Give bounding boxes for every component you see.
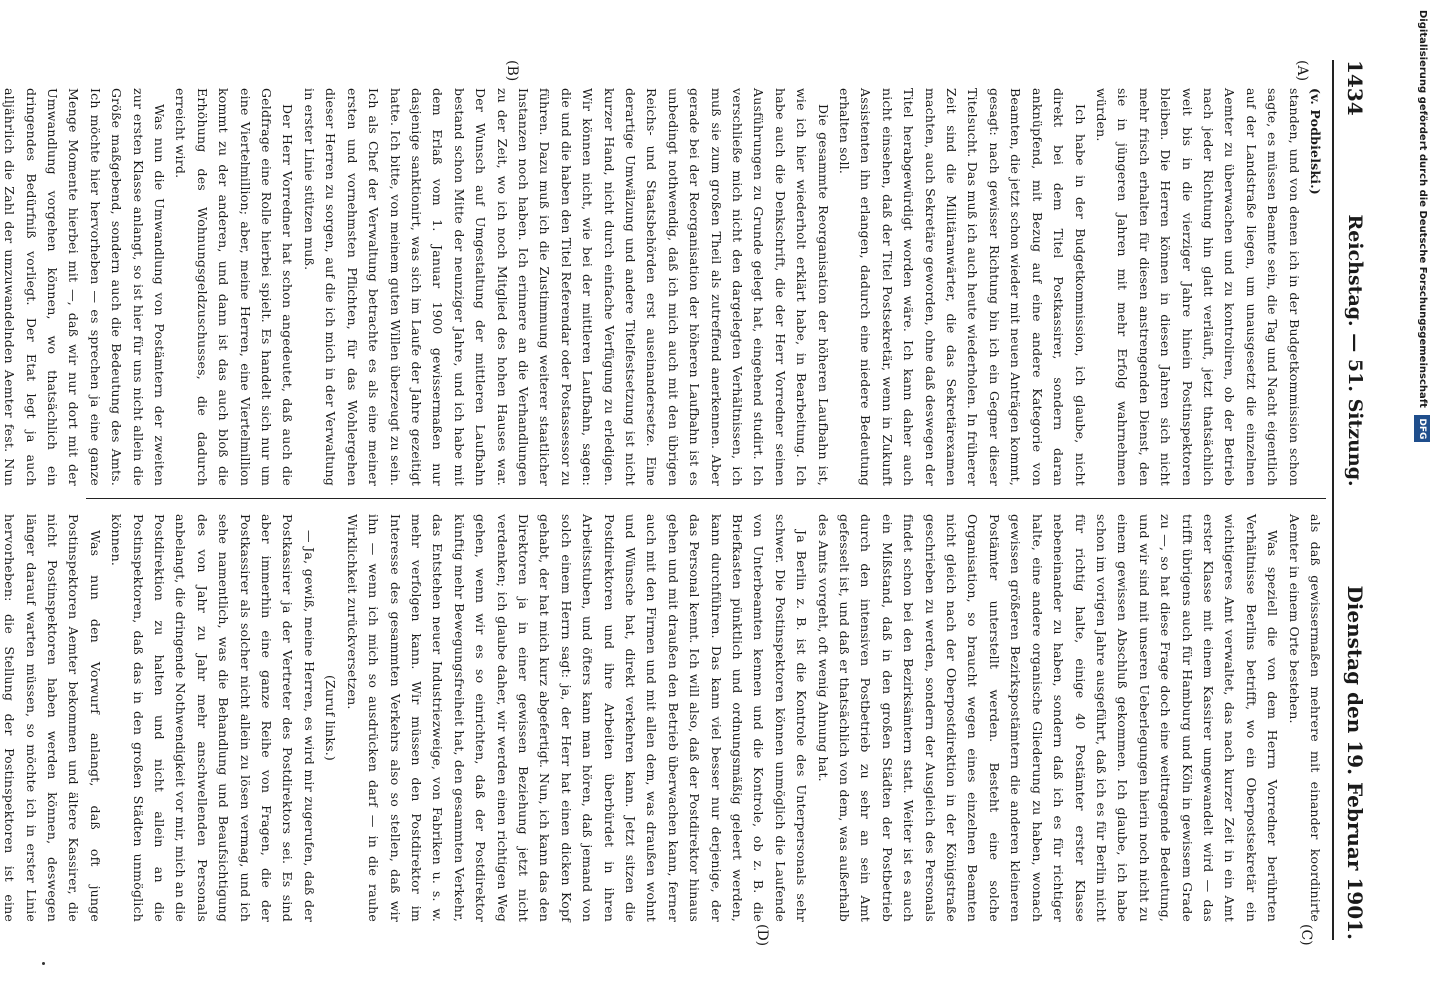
right-column <box>2 514 1326 922</box>
page-number: 1434 <box>1343 60 1367 116</box>
digitization-note <box>1414 10 1430 610</box>
header-rule <box>1332 60 1334 940</box>
paragraph: standen, und von denen ich in der Budgetkommission schon sagte, es müssen Beamte sein, die Tag und Nacht eigentlich auf der Landstraße liegen, um unausgesetzt die einzelnen Aemter zu überwachen und zu kontroliren, ob der Betrieb nach jeder Richtung hin glatt verläuft, jetzt thatsächlich weit bis in die vierziger Jahre hinein Postinspektoren bleiben. Die Herren können in diesen Jahren sich nicht mehr frisch erhalten für diesen anstrengenden Dienst, den sie in jüngeren Jahren mit mehr Erfolg wahrnehmen würden. <box>1093 88 1302 486</box>
paragraph: — Ja, gewiß, meine Herren, es wird mir zugerufen, daß der Postkassirer ja der Vertreter des Postdirektors sei. Es sind aber immerhin eine ganze Reihe von Fragen, die der Postkassirer als solcher nicht allein zu lösen vermag, und ich sehe namentlich, was die Behandlung und Beaufsichtigung des von Jahr zu Jahr mehr anschwellenden Personals anbelangt, die dringende Nothwendigkeit vor mir, mich an die Postdirektion zu halten und nicht allein an die Postinspektoren, daß das in den großen Städten unmöglich können. <box>109 514 317 922</box>
paragraph: Die gesammte Reorganisation der höheren Laufbahn ist, wie ich hier wiederholt erklärt habe, in Bearbeitung. Ich habe auch die Denkschrift, die der Herr Vorredner seinen Ausführungen zu Grunde gelegt hat, eingehend studirt. Ich verschließe mich nicht den dargelegten Verhältnissen, ich muß sie zum großen Theil als zutreffend anerkennen. Aber gerade bei der Reorganisation der höheren Laufbahn ist es unbedingt nothwendig, daß ich mich auch mit den übrigen Reichs- und Staatsbehörden erst auseinandersetze. Eine derartige Umwälzung und andere Titelfestsetzung ist nicht kurzer Hand, nicht durch einfache Verfügung zu erledigen. Wir können nicht, wie bei der mittleren Laufbahn, sagen: die und die haben den Titel Referendar oder Postassessor zu führen. Dazu muß ich die Zustimmung weiterer staatlicher Instanzen noch haben. Ich erinnere an die Verhandlungen zu der Zeit, wo ich noch Mitglied des hohen Hauses war. Der Wunsch auf Umgestaltung der mittleren Laufbahn bestand schon Mitte der neunziger Jahre, und ich habe mit dem Erlaß vom 1. Januar 1900 gewissermaßen nur dasjenige sanktionirt, was sich im Laufe der Jahre gezeitigt hatte. Ich bitte, von meinem guten Willen überzeugt zu sein. Ich als Chef der Verwaltung betrachte es als eine meiner ersten und vornehmsten Pflichten, für das Wohlergehen dieser Herren zu sorgen, auf die ich mich in der Verwaltung in erster Linie stützen muß. <box>301 88 831 486</box>
scan-speck <box>42 962 45 965</box>
rotated-page-content <box>2 60 1370 947</box>
paragraph: Ja Berlin z. B. ist die Kontrole des Unterpersonals sehr schwer. Die Postinspektoren können unmöglich die Laufende von Unterbeamten kennen und die Kontrole, ob z. B. die Briefkasten pünktlich und ordnungsmäßig geleert werden, kann durchführen. Das kann viel besser nur derjenige, der das Personal kennt. Ich will also, daß der Postdirektor hinaus gehen und mit draußen den Betrieb überwachen kann, ferner auch mit den Firmen und mit allen dem, was draußen wohnt und Wünsche hat, direkt verkehren kann. Jetzt sitzen die Postdirektoren und ihre Arbeiten überbürdet in ihren Arbeitsstuben, und öfters kann man hören, daß jemand von solch einem Herrn sagt: ja, der Herr hat einen dicken Kopf gehabt, der hat mich kurz abgefertigt. Nun, ich kann das den Direktoren ja in einer gewissen Beziehung jetzt nicht verdenken; ich glaube daher, wir werden einen richtigen Weg gehen, wenn wir es so einrichten, daß der Postdirektor künftig mehr Bewegungsfreiheit hat, den gesammten Verkehr, das Entstehen neuer Industriezweige, von Fabriken u. s. w. mehr verfolgen kann. Wir müssen den Postdirektor im Interesse des gesammten Verkehrs also so stellen, daß wir ihn — wenn ich mich so ausdrücken darf — in die rauhe Wirklichkeit zurückversetzen. <box>344 514 810 922</box>
paragraph: Was speziell die von dem Herrn Vorredner berührten Verhältnisse Berlins betrifft, wo ein Oberpostsekretär ein wichtigeres Amt verwaltet, das nach kurzer Zeit in ein Amt erster Klasse mit einem Kassirer umgewandelt wird — das trifft übrigens auch für Hamburg und Köln in gewissem Grade zu —, so hat diese Frage doch eine weittragende Bedeutung, und wir sind mit unseren Ueberlegungen hierin noch nicht zu einem gewissen Abschluß gekommen. Ich glaube, ich habe schon im vorigen Jahre ausgeführt, daß ich es für Berlin nicht für richtig halte, einige 40 Postämter erster Klasse nebeneinander zu haben, sondern daß ich es für richtiger halte, eine andere organische Gliederung zu haben, wonach gewissen größeren Bezirkspostämtern die anderen kleineren Postämter unterstellt werden. Besteht eine solche Organisation, so braucht wegen eines einzelnen Beamten nicht gleich nach der Oberpostdirektion in der Königstraße geschrieben zu werden, sondern der Ausgleich des Personals findet schon bei den Bezirksämtern statt. Weiter ist es auch ein Mißstand, daß in den großen Städten der Postbetrieb durch den intensiven Postbetrieb zu sehr an sein Amt gefesselt ist, und daß er thatsächlich von dem, was außerhalb des Amts vorgeht, oft wenig Ahnung hat. <box>815 514 1281 922</box>
paragraph: Ich habe in der Budgetkommission, ich glaube, nicht direkt bei dem Titel Postkassirer, sondern daran anknüpfend, mit Bezug auf eine andere Kategorie von Beamten, die jetzt schon wieder mit neuen Anträgen kommt, gesagt: nach gewisser Richtung bin ich ein Gegner dieser Titelsucht. Das muß ich auch heute wiederholen. In früherer Zeit sind die Militäranwärter, die das Sekretärexamen machten, auch Sekretäre geworden, ohne daß deswegen der Titel herabgewürdigt worden wäre. Ich kann daher auch nicht einsehen, daß der Titel Postsekretär, wenn in Zukunft Assistenten ihn erlangen, dadurch eine niedere Bedeutung erhalten soll. <box>837 88 1088 486</box>
margin-marker-b: (B) <box>504 60 520 82</box>
digitization-text: Digitalisierung gefördert durch die Deutsche Forschungsgemeinschaft <box>1417 10 1428 408</box>
margin-marker-c: (C) <box>1298 924 1314 946</box>
interjection: (Zuruf links.) <box>323 675 339 761</box>
session-title: Reichstag. — 51. Sitzung. <box>1344 214 1366 487</box>
margin-marker-d: (D) <box>754 924 770 947</box>
margin-marker-a: (A) <box>1294 60 1310 82</box>
column-divider <box>86 498 1326 499</box>
left-column <box>2 88 1326 486</box>
paragraph: Was nun die Umwandlung von Postämtern der zweiten zur ersten Klasse anlangt, so ist hier für uns nicht allein die Größe maßgebend, sondern auch die Bedeutung des Amts. Ich möchte hier hervorheben — es sprechen ja eine ganze Menge Momente hierbei mit —, daß wir nur dort mit der Umwandlung vorgehen können, wo thatsächlich ein dringendes Bedürfniß vorliegt. Der Etat legt ja auch alljährlich die Zahl der umzuwandelnden Aemter fest. Nun <box>2 88 168 486</box>
paragraph: Was nun den Vorwurf anlangt, daß oft junge Postinspektoren Aemter bekommen und ältere Kassirer, die nicht Postinspektoren haben werden können, deswegen länger darauf warten müssen, so möchte ich in erster Linie hervorheben: die Stellung der Postinspektoren ist eine <box>2 514 103 922</box>
paragraph: als daß gewissermaßen mehrere mit einander koordinirte Aemter in einem Orte bestehen. <box>1286 514 1323 922</box>
page-header <box>1340 60 1370 940</box>
paragraph: Der Herr Vorredner hat schon angedeutet, daß auch die Geldfrage eine Rolle hierbei spielt. Es handelt sich nur um eine Viertelmillion; aber, meine Herren, eine Viertelmillion kommt zu der anderen, und dann ist das auch bloß die Erhöhung des Wohnungsgeldzuschusses, die dadurch erreicht wird. <box>173 88 296 486</box>
dfg-logo: DFG <box>1414 415 1430 442</box>
session-date: Dienstag den 19. Februar 1901. <box>1343 585 1367 940</box>
speaker-label: (v. Podbielski.) <box>1308 88 1323 195</box>
